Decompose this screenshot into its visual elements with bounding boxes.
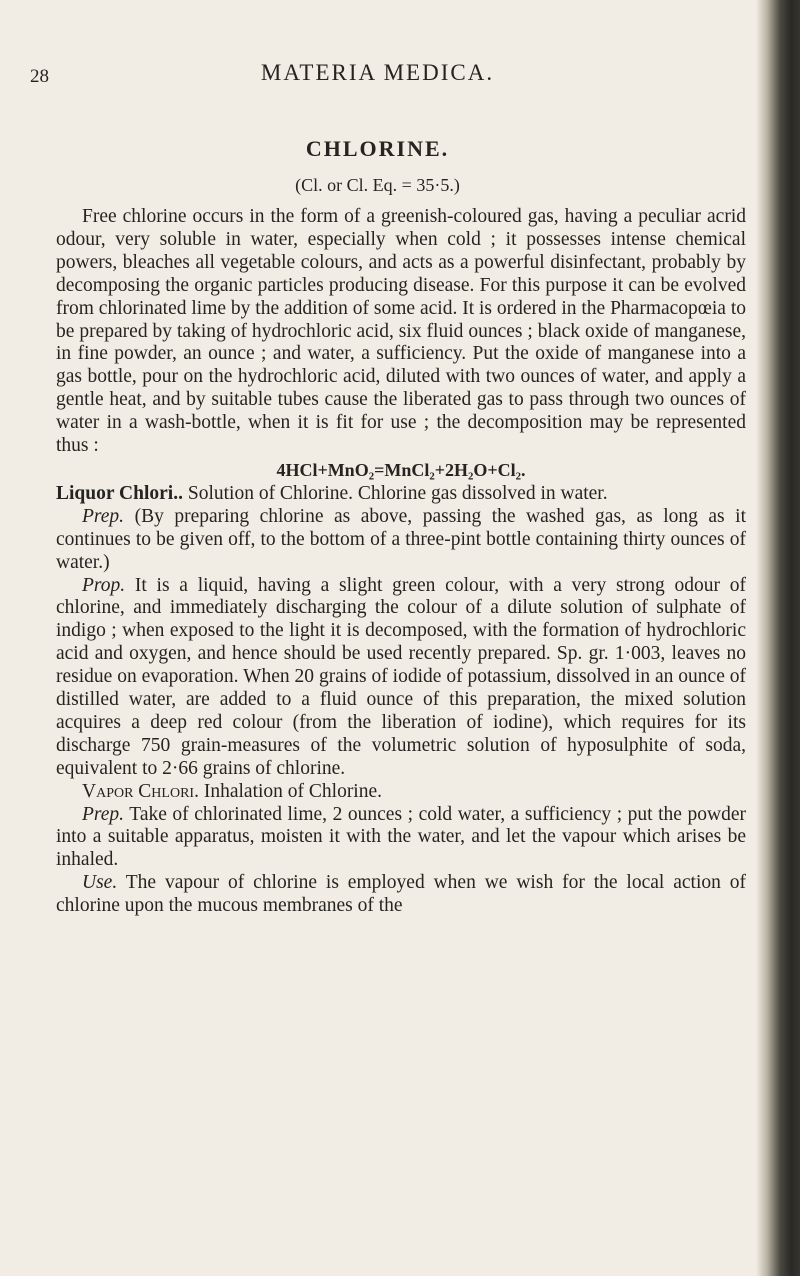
vapor-text: Inhalation of Chlorine. <box>198 780 383 802</box>
prop-text: It is a liquid, having a slight green colour, with a very strong odour of chlorine, and immediately discharging the colour of a dilute solution of sulphate of indigo ; when exposed to the light it is decomposed, with the formation of hydrochloric acid and oxygen, and hence should be used recently prepared. Sp. gr. 1·003, leaves no residue on evaporation. When 20 grains of iodide of potassium, dissolved in an ounce of distilled water, are added to a fluid ounce of this preparation, the mixed solution acquires a deep red colour (from the liberation of iodine), which requires for its discharge 750 grain-measures of the volumetric solution of hyposulphite of soda, equivalent to 2·66 grains of chlorine. <box>56 574 746 779</box>
liquor-paragraph <box>56 483 746 506</box>
formula-line: (Cl. or Cl. Eq. = 35·5.) <box>295 175 460 195</box>
prep-label: Prep. <box>82 505 125 527</box>
use-label: Use. <box>82 872 118 894</box>
vapor-heading: Vapor Chlori. <box>82 780 199 802</box>
body-text <box>56 206 746 918</box>
use-text: The vapour of chlorine is employed when we wish for the local action of chlorine upon the mucous membranes of the <box>56 872 746 917</box>
prep2-text: Take of chlorinated lime, 2 ounces ; cold water, a sufficiency ; put the powder into a suitable apparatus, moisten it with the water, and let the vapour which arises be inhaled. <box>56 803 746 871</box>
section-title: CHLORINE. <box>305 136 450 161</box>
prep2-label: Prep. <box>82 803 125 825</box>
intro-paragraph: Free chlorine occurs in the form of a greenish-coloured gas, having a peculiar acrid odour, very soluble in water, especially when cold ; it possesses intense chemical powers, bleaches all vegetable colours, and acts as a powerful disinfectant, probably by decomposing the organic particles producing disease. For this purpose it can be evolved from chlorinated lime by the addition of some acid. It is ordered in the Pharmacopœia to be prepared by taking of hydrochloric acid, six fluid ounces ; black oxide of manganese, in fine powder, an ounce ; and water, a sufficiency. Put the oxide of manganese into a gas bottle, pour on the hydrochloric acid, diluted with two ounces of water, and apply a gentle heat, and by suitable tubes cause the liberated gas to pass through two ounces of water in a wash-bottle, when it is fit for use ; the decomposition may be represented thus : <box>56 206 746 457</box>
prep-paragraph <box>56 506 746 575</box>
prep-text: (By preparing chlorine as above, passing the washed gas, as long as it continues to be given off, to the bottom of a three-pint bottle containing thirty ounces of water.) <box>56 505 746 573</box>
page-number: 28 <box>30 66 49 87</box>
liquor-text: Solution of Chlorine. Chlorine gas dissolved in water. <box>182 482 608 504</box>
vapor-paragraph <box>56 781 746 804</box>
prop-label: Prop. <box>82 574 126 596</box>
running-head: MATERIA MEDICA. <box>260 60 495 85</box>
liquor-heading: Liquor Chlori.. <box>56 482 183 504</box>
prep2-paragraph <box>56 804 746 873</box>
use-paragraph <box>56 872 746 918</box>
page-edge-shadow <box>756 0 800 1276</box>
prop-paragraph <box>56 575 746 781</box>
equation: 4HCl+MnO₂=MnCl₂+2H₂O+Cl₂. <box>276 459 526 480</box>
